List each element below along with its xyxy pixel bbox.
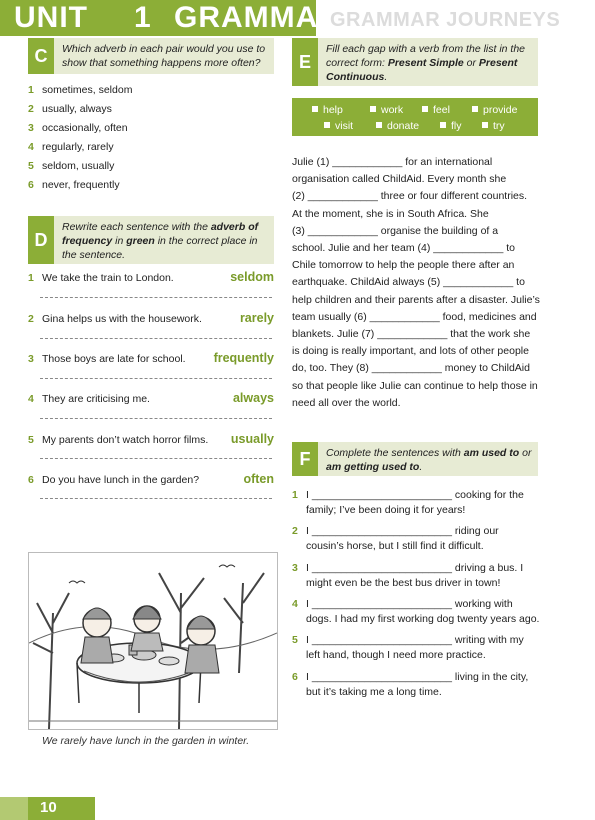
illustration <box>28 552 278 730</box>
text-line: help children and their parents after a disaster. Julie’s <box>292 293 540 306</box>
word-item: feel <box>422 104 450 116</box>
exercise-e-instruction <box>292 38 538 86</box>
adverb: frequently <box>213 351 274 365</box>
adverb: often <box>243 472 274 486</box>
instruction-text: Fill each gap with a verb from the list in the correct form: Present Simple or Present Continuous. <box>326 43 526 83</box>
footer-strip <box>0 797 28 820</box>
text-line: school. Julie and her team (4) ____________ to <box>292 242 515 254</box>
page-number: 10 <box>40 799 57 816</box>
word-item: provide <box>472 104 517 116</box>
answer-line <box>40 338 272 339</box>
unit-number-tab <box>122 0 168 36</box>
list-item: 6 never, frequently <box>28 179 120 191</box>
illustration-caption: We rarely have lunch in the garden in winter. <box>42 735 250 747</box>
list-item: 1 I ________________________ cooking for the family; I’ve been doing it for years! <box>292 489 524 516</box>
exercise-letter: C <box>28 38 54 74</box>
text-line: At the moment, she is in South Africa. She <box>292 207 489 220</box>
list-item: 4 regularly, rarely <box>28 141 114 153</box>
bullet-icon <box>370 106 376 112</box>
answer-line <box>40 498 272 499</box>
text-line: do, too. They (8) ____________ money to ChildAid <box>292 362 530 375</box>
unit-header <box>0 0 595 36</box>
text-line: is doing is really important, and lots of other people <box>292 345 529 358</box>
list-item: 1 sometimes, seldom <box>28 84 133 96</box>
text-line: organisation called ChildAid. Every month she <box>292 173 507 186</box>
answer-line <box>40 297 272 298</box>
word-item: help <box>312 104 343 116</box>
text-line: need all over the world. <box>292 396 401 409</box>
text-line: (2) ____________ three or four different countries. <box>292 190 528 203</box>
unit-tab <box>0 0 122 36</box>
answer-line <box>40 418 272 419</box>
instruction-text: Complete the sentences with am used to or am getting used to. <box>326 447 532 473</box>
list-item: 3 I ________________________ driving a bus. I might even be the best bus driver in town! <box>292 562 524 589</box>
text-line: blankets. Julie (7) ____________ that the work she <box>292 328 531 340</box>
list-item: 5 seldom, usually <box>28 160 115 172</box>
list-item: 5 I ________________________ writing with my left hand, though I need more practice. <box>292 634 524 661</box>
list-item: 6 I ________________________ living in the city, but it’s taking me a long time. <box>292 671 529 698</box>
garden-lunch-illustration <box>29 553 277 729</box>
text-line: Chile tomorrow to help the people there after an <box>292 259 515 272</box>
instruction-text: Which adverb in each pair would you use to show that something happens more often? <box>62 43 266 69</box>
page-footer <box>0 797 595 820</box>
exercise-letter: D <box>28 216 54 264</box>
exercise-d-instruction <box>28 216 274 264</box>
list-item: 2 I ________________________ riding our cousin’s horse, but I still find it difficult. <box>292 525 499 552</box>
text-line: (3) ____________ organise the building of a <box>292 224 499 237</box>
list-item: 3 occasionally, often <box>28 122 128 134</box>
word-list <box>292 98 538 136</box>
answer-line <box>40 378 272 379</box>
bullet-icon <box>312 106 318 112</box>
instruction-text: Rewrite each sentence with the adverb of frequency in green in the correct place in the sentence. <box>62 221 259 261</box>
list-item: 2 usually, always <box>28 103 112 115</box>
word-item: visit <box>324 120 353 132</box>
section-tab <box>168 0 341 36</box>
adverb: rarely <box>239 311 274 325</box>
word-item: fly <box>440 120 462 132</box>
exercise-letter: F <box>292 442 318 476</box>
bullet-icon <box>472 106 478 112</box>
unit-label: UNIT <box>14 1 88 34</box>
exercise-letter: E <box>292 38 318 86</box>
bullet-icon <box>324 122 330 128</box>
bullet-icon <box>482 122 488 128</box>
answer-line <box>40 458 272 459</box>
bullet-icon <box>422 106 428 112</box>
section-label: GRAMMAR <box>174 1 341 34</box>
exercise-c-instruction <box>28 38 274 74</box>
exercise-f-instruction <box>292 442 538 476</box>
bullet-icon <box>376 122 382 128</box>
adverb: always <box>232 391 274 405</box>
text-line: so that people like Julie can continue to help those in <box>292 379 538 392</box>
list-item: 4 I ________________________ working with dogs. I had my first working dog twenty years ago. <box>292 598 540 625</box>
page-number-tab <box>0 797 95 820</box>
adverb: seldom <box>230 270 274 284</box>
text-line: earthquake. ChildAid always (5) ____________ to <box>292 276 525 289</box>
unit-number: 1 <box>134 1 152 34</box>
word-item: try <box>482 120 505 132</box>
header-subtitle: GRAMMAR JOURNEYS <box>330 9 561 31</box>
text-line: Julie (1) ____________ for an international <box>292 156 493 168</box>
adverb: usually <box>230 432 274 446</box>
word-item: work <box>370 104 403 116</box>
text-line: team usually (6) ____________ food, medicines and <box>292 310 537 323</box>
bullet-icon <box>440 122 446 128</box>
word-item: donate <box>376 120 419 132</box>
